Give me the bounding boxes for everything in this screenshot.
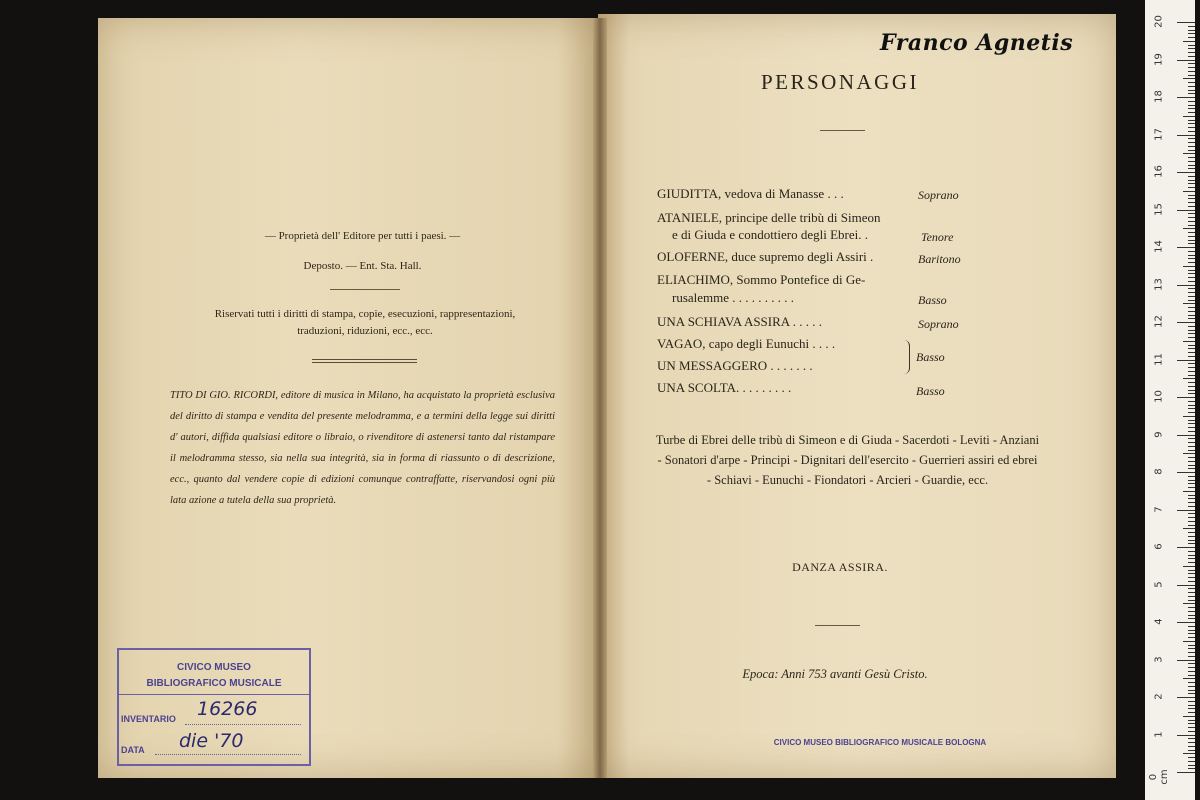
ruler-tick	[1188, 225, 1195, 226]
ruler-tick	[1188, 483, 1195, 484]
ruler-tick	[1188, 300, 1195, 301]
ruler-tick	[1177, 622, 1195, 623]
owner-signature: Franco Agnetis	[880, 30, 1074, 56]
ruler-tick	[1183, 78, 1195, 79]
ruler-number: 2	[1153, 693, 1165, 700]
epoch-line: Epoca: Anni 753 avanti Gesù Cristo.	[742, 667, 928, 681]
ruler-tick	[1188, 251, 1195, 252]
ruler-tick	[1188, 667, 1195, 668]
ruler-tick	[1183, 341, 1195, 342]
ruler-tick	[1188, 742, 1195, 743]
ruler-tick	[1188, 686, 1195, 687]
ruler-tick	[1188, 255, 1195, 256]
ruler-tick	[1188, 562, 1195, 563]
ruler-tick	[1188, 183, 1195, 184]
ruler-tick	[1188, 588, 1195, 589]
ruler-tick	[1188, 577, 1195, 578]
ruler-tick	[1177, 510, 1195, 511]
ruler-tick	[1177, 247, 1195, 248]
ruler-tick	[1183, 528, 1195, 529]
ruler-tick	[1183, 491, 1195, 492]
ruler-tick	[1188, 682, 1195, 683]
ruler-tick	[1188, 273, 1195, 274]
ruler-tick	[1188, 236, 1195, 237]
ruler-tick	[1188, 761, 1195, 762]
ruler-tick	[1188, 348, 1195, 349]
stamp-line-1: CIVICO MUSEO	[177, 662, 251, 673]
ruler-tick	[1188, 63, 1195, 64]
ruler-tick	[1188, 382, 1195, 383]
ruler-tick	[1188, 45, 1195, 46]
ruler-tick	[1188, 738, 1195, 739]
book-spine-gutter	[593, 18, 607, 778]
ruler-tick	[1188, 30, 1195, 31]
ruler-number: 0 cm	[1148, 769, 1170, 785]
ruler-tick	[1188, 288, 1195, 289]
ruler-tick	[1188, 168, 1195, 169]
ruler-number: 8	[1153, 468, 1165, 475]
ruler-tick	[1177, 360, 1195, 361]
double-rule	[312, 359, 417, 363]
ruler-tick	[1188, 292, 1195, 293]
ruler-tick	[1188, 633, 1195, 634]
ruler-tick	[1188, 401, 1195, 402]
ruler-tick	[1188, 746, 1195, 747]
ruler-tick	[1188, 656, 1195, 657]
ruler-tick	[1188, 138, 1195, 139]
ruler-tick	[1188, 480, 1195, 481]
ruler-tick	[1177, 735, 1195, 736]
right-page	[598, 14, 1116, 778]
ruler-tick	[1188, 757, 1195, 758]
ruler-tick	[1188, 142, 1195, 143]
ruler-tick	[1188, 120, 1195, 121]
ruler-tick	[1188, 56, 1195, 57]
ruler-tick	[1188, 543, 1195, 544]
ruler-tick	[1183, 228, 1195, 229]
ruler-tick	[1188, 450, 1195, 451]
ruler-number: 15	[1153, 202, 1165, 216]
ruler-number: 16	[1153, 165, 1165, 178]
ruler-number: 5	[1153, 580, 1165, 588]
ruler-tick	[1188, 202, 1195, 203]
ruler-tick	[1188, 90, 1195, 91]
ruler-number: 12	[1153, 315, 1165, 328]
ruler-tick	[1188, 127, 1195, 128]
ruler-tick	[1188, 71, 1195, 72]
ruler-tick	[1188, 423, 1195, 424]
ruler-tick	[1188, 52, 1195, 53]
ruler-tick	[1177, 135, 1195, 136]
ruler-tick	[1183, 566, 1195, 567]
ruler-tick	[1177, 697, 1195, 698]
role-line: GIUDITTA, vedova di Manasse . . .	[657, 186, 844, 201]
ruler-tick	[1188, 727, 1195, 728]
ricordi-notice: TITO DI GIO. RICORDI, editore di musica in Milano, ha acquistato la proprietà esclusiva del diritto di stampa e vendita del presente melodramma, e a termini della legge sui diritti d' autori, diffida qualsiasi editore o libraio, o rivenditore di astenersi tanto dal ristampare il melodramma stesso, sia nella sua integrità, sia in forma di riassunto o di descrizione, ecc., quanto dal vendere copie di edizioni comunque contraffatte, riservandosi ogni più lata azione a tutela della sua proprietà.	[170, 390, 555, 506]
ruler-tick	[1188, 352, 1195, 353]
ruler-tick	[1188, 281, 1195, 282]
ruler-tick	[1188, 525, 1195, 526]
ruler-tick	[1188, 663, 1195, 664]
ruler-tick	[1177, 322, 1195, 323]
ruler-tick	[1188, 573, 1195, 574]
ruler-tick	[1188, 517, 1195, 518]
ruler-tick	[1188, 93, 1195, 94]
ruler-tick	[1177, 772, 1195, 773]
ruler-tick	[1188, 618, 1195, 619]
ruler-number: 20	[1153, 15, 1165, 28]
ruler-tick	[1188, 165, 1195, 166]
ruler-tick	[1188, 712, 1195, 713]
ruler-tick	[1188, 240, 1195, 241]
ruler-tick	[1188, 540, 1195, 541]
ruler-tick	[1188, 157, 1195, 158]
ruler-tick	[1188, 296, 1195, 297]
ruler-tick	[1188, 367, 1195, 368]
ruler-tick	[1183, 378, 1195, 379]
measuring-ruler	[1145, 0, 1195, 800]
role-line: VAGAO, capo degli Eunuchi . . . .	[657, 336, 836, 351]
ruler-tick	[1177, 22, 1195, 23]
ruler-tick	[1188, 615, 1195, 616]
ruler-number: 4	[1153, 618, 1165, 625]
ruler-tick	[1183, 41, 1195, 42]
ruler-tick	[1188, 611, 1195, 612]
ruler-number: 11	[1153, 352, 1165, 366]
ruler-tick	[1188, 495, 1195, 496]
ruler-tick	[1188, 465, 1195, 466]
voice-type: Soprano	[918, 188, 959, 202]
ruler-tick	[1188, 75, 1195, 76]
date-label: DATA	[121, 745, 145, 755]
ruler-tick	[1188, 652, 1195, 653]
ruler-tick	[1188, 123, 1195, 124]
ruler-tick	[1188, 427, 1195, 428]
title-ornament	[820, 130, 865, 131]
ruler-tick	[1188, 521, 1195, 522]
ruler-tick	[1188, 581, 1195, 582]
ruler-tick	[1188, 112, 1195, 113]
ruler-tick	[1177, 547, 1195, 548]
ruler-tick	[1188, 731, 1195, 732]
ruler-tick	[1183, 716, 1195, 717]
ruler-tick	[1188, 438, 1195, 439]
ruler-tick	[1177, 660, 1195, 661]
ruler-tick	[1188, 431, 1195, 432]
ruler-tick	[1188, 333, 1195, 334]
dance-ornament	[815, 625, 860, 626]
role-line: ATANIELE, principe delle tribù di Simeon	[657, 210, 881, 225]
ruler-tick	[1188, 498, 1195, 499]
ruler-tick	[1188, 26, 1195, 27]
ruler-tick	[1188, 315, 1195, 316]
role-line: OLOFERNE, duce supremo degli Assiri .	[657, 249, 874, 264]
ruler-tick	[1188, 311, 1195, 312]
ruler-tick	[1188, 161, 1195, 162]
ruler-tick	[1188, 637, 1195, 638]
ruler-tick	[1188, 645, 1195, 646]
ruler-tick	[1188, 262, 1195, 263]
ruler-tick	[1188, 420, 1195, 421]
ruler-tick	[1188, 592, 1195, 593]
ruler-tick	[1188, 412, 1195, 413]
ruler-tick	[1188, 461, 1195, 462]
ruler-tick	[1188, 487, 1195, 488]
ruler-tick	[1188, 536, 1195, 537]
ruler-tick	[1188, 277, 1195, 278]
ruler-tick	[1177, 435, 1195, 436]
role-line: e di Giuda e condottiero degli Ebrei. .	[672, 227, 869, 242]
ruler-tick	[1188, 513, 1195, 514]
role-line: UNA SCOLTA. . . . . . . . .	[657, 380, 792, 395]
ruler-tick	[1188, 596, 1195, 597]
ruler-tick	[1188, 708, 1195, 709]
ruler-tick	[1188, 705, 1195, 706]
ruler-tick	[1183, 753, 1195, 754]
ruler-tick	[1188, 390, 1195, 391]
role-line: UN MESSAGGERO . . . . . . .	[657, 358, 813, 373]
ruler-tick	[1188, 468, 1195, 469]
voice-type: Soprano	[918, 317, 959, 331]
ruler-tick	[1188, 232, 1195, 233]
ruler-tick	[1183, 116, 1195, 117]
ruler-tick	[1177, 97, 1195, 98]
ruler-tick	[1188, 101, 1195, 102]
page-title: PERSONAGGI	[760, 70, 919, 94]
ruler-tick	[1188, 48, 1195, 49]
ruler-tick	[1188, 701, 1195, 702]
ruler-tick	[1188, 690, 1195, 691]
ruler-number: 7	[1153, 505, 1165, 513]
ruler-tick	[1188, 671, 1195, 672]
ruler-tick	[1177, 472, 1195, 473]
ruler-tick	[1188, 270, 1195, 271]
ruler-tick	[1188, 371, 1195, 372]
ruler-tick	[1188, 768, 1195, 769]
ruler-tick	[1188, 180, 1195, 181]
ruler-tick	[1188, 626, 1195, 627]
ruler-number: 18	[1153, 90, 1165, 103]
ruler-tick	[1188, 108, 1195, 109]
library-stamp	[117, 648, 311, 766]
ruler-tick	[1188, 356, 1195, 357]
ruler-tick	[1188, 532, 1195, 533]
rights-reserved: Riservati tutti i diritti di stampa, copie, esecuzioni, rappresentazioni, traduzioni, riduzioni, ecc., ecc.	[214, 308, 516, 337]
ruler-number: 6	[1153, 543, 1165, 550]
ruler-number: 1	[1153, 730, 1165, 738]
ruler-number: 9	[1153, 430, 1165, 438]
ruler-tick	[1183, 641, 1195, 642]
chorus-list: Turbe di Ebrei delle tribù di Simeon e di Giuda - Sacerdoti - Leviti - Anziani - Sonatori d'arpe - Principi - Dignitari dell'esercito - Guerrieri assiri ed ebrei - Schiavi - Eunuchi - Fiondatori - Arcieri - Guardie, ecc.	[655, 433, 1040, 487]
ruler-tick	[1183, 603, 1195, 604]
ruler-tick	[1188, 330, 1195, 331]
ruler-tick	[1188, 675, 1195, 676]
ruler-tick	[1183, 266, 1195, 267]
ruler-tick	[1188, 105, 1195, 106]
date-value: die '70	[179, 730, 244, 752]
ruler-tick	[1188, 375, 1195, 376]
voice-type: Basso	[916, 350, 945, 364]
ruler-tick	[1188, 221, 1195, 222]
voice-type: Basso	[918, 293, 947, 307]
ruler-tick	[1183, 153, 1195, 154]
ruler-tick	[1188, 405, 1195, 406]
ruler-tick	[1188, 345, 1195, 346]
ruler-tick	[1188, 442, 1195, 443]
ruler-tick	[1183, 453, 1195, 454]
ruler-tick	[1188, 600, 1195, 601]
ruler-tick	[1188, 318, 1195, 319]
ruler-tick	[1188, 213, 1195, 214]
ruler-tick	[1188, 693, 1195, 694]
ruler-tick	[1188, 37, 1195, 38]
ruler-tick	[1188, 86, 1195, 87]
ruler-tick	[1188, 337, 1195, 338]
ruler-number: 14	[1153, 240, 1165, 253]
dance-heading: DANZA ASSIRA.	[792, 560, 888, 574]
ruler-tick	[1177, 585, 1195, 586]
ruler-tick	[1177, 210, 1195, 211]
ruler-tick	[1188, 146, 1195, 147]
ruler-tick	[1188, 82, 1195, 83]
deposit-line: Deposto. — Ent. Sta. Hall.	[303, 260, 422, 272]
ruler-tick	[1177, 285, 1195, 286]
bracket	[903, 340, 910, 374]
inventory-label: INVENTARIO	[121, 714, 176, 724]
ruler-tick	[1188, 570, 1195, 571]
ruler-tick	[1188, 551, 1195, 552]
ruler-tick	[1188, 720, 1195, 721]
ruler-tick	[1188, 765, 1195, 766]
ruler-tick	[1183, 416, 1195, 417]
ruler-tick	[1183, 678, 1195, 679]
ruler-tick	[1188, 67, 1195, 68]
ruler-tick	[1177, 172, 1195, 173]
inventory-number: 16266	[197, 698, 258, 720]
ruler-tick	[1183, 191, 1195, 192]
ruler-tick	[1188, 555, 1195, 556]
ruler-number: 19	[1153, 52, 1165, 66]
voice-type: Tenore	[921, 230, 954, 244]
ruler-tick	[1188, 750, 1195, 751]
ornament-rule	[330, 289, 400, 290]
ruler-number: 17	[1153, 127, 1165, 141]
ruler-tick	[1177, 60, 1195, 61]
ruler-tick	[1188, 723, 1195, 724]
ruler-tick	[1188, 206, 1195, 207]
ruler-tick	[1188, 198, 1195, 199]
ruler-tick	[1183, 303, 1195, 304]
ruler-number: 10	[1153, 390, 1165, 403]
ruler-tick	[1188, 630, 1195, 631]
ruler-tick	[1188, 558, 1195, 559]
ruler-tick	[1188, 393, 1195, 394]
ruler-tick	[1188, 506, 1195, 507]
ruler-tick	[1188, 131, 1195, 132]
voice-type: Baritono	[918, 252, 961, 266]
ruler-tick	[1188, 502, 1195, 503]
ruler-tick	[1188, 33, 1195, 34]
ruler-tick	[1188, 408, 1195, 409]
ruler-tick	[1188, 187, 1195, 188]
ruler-number: 3	[1153, 655, 1165, 663]
ruler-tick	[1188, 195, 1195, 196]
ruler-tick	[1188, 150, 1195, 151]
ruler-tick	[1188, 176, 1195, 177]
role-line: UNA SCHIAVA ASSIRA . . . . .	[657, 314, 822, 329]
ownership-line: — Proprietà dell' Editore per tutti i paesi. —	[264, 230, 461, 242]
ruler-tick	[1188, 326, 1195, 327]
ruler-tick	[1188, 363, 1195, 364]
ruler-tick	[1188, 607, 1195, 608]
role-line: rusalemme . . . . . . . . . .	[672, 290, 795, 305]
ruler-tick	[1177, 397, 1195, 398]
stamp-line-2: BIBLIOGRAFICO MUSICALE	[146, 678, 282, 689]
ruler-tick	[1188, 217, 1195, 218]
role-line: ELIACHIMO, Sommo Pontefice di Ge-	[657, 272, 866, 287]
ruler-tick	[1188, 258, 1195, 259]
ruler-number: 13	[1153, 277, 1165, 291]
ruler-tick	[1188, 386, 1195, 387]
ruler-tick	[1188, 648, 1195, 649]
ruler-tick	[1188, 476, 1195, 477]
ruler-tick	[1188, 307, 1195, 308]
ruler-tick	[1188, 457, 1195, 458]
ruler-tick	[1188, 446, 1195, 447]
ruler-tick	[1188, 243, 1195, 244]
museum-footer-stamp: CIVICO MUSEO BIBLIOGRAFICO MUSICALE BOLOGNA	[773, 738, 987, 747]
voice-type: Basso	[916, 384, 945, 398]
